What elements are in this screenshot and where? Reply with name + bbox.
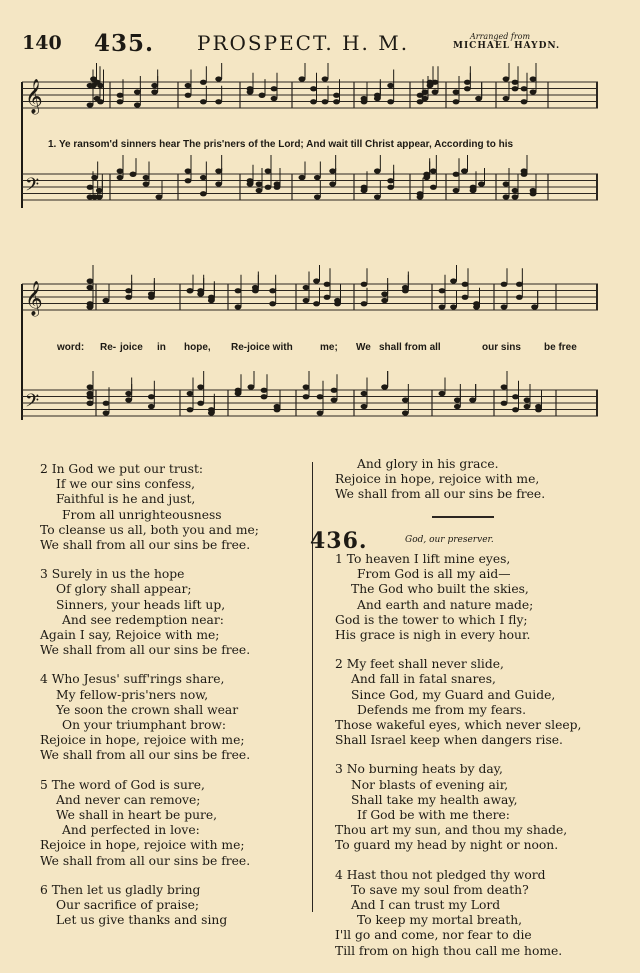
verse-line: And I can trust my Lord <box>351 898 501 913</box>
note-head <box>402 288 409 293</box>
note-head <box>248 384 255 389</box>
tune-title: PROSPECT. H. M. <box>197 31 410 55</box>
note-head <box>269 301 276 306</box>
note-head <box>521 86 528 91</box>
verse-line: And perfected in love: <box>62 823 200 838</box>
verse-line: We shall from all our sins be free. <box>40 748 251 763</box>
note-head <box>374 96 381 101</box>
note-head <box>235 304 242 309</box>
verse-6 <box>40 883 290 929</box>
verse-line: To keep my mortal breath, <box>357 913 523 928</box>
note-head <box>530 89 537 94</box>
note-head <box>387 178 394 183</box>
hymn-436-number: 436. <box>310 528 368 554</box>
note-head <box>151 89 158 94</box>
verse-3 <box>40 567 290 658</box>
note-head <box>185 93 192 98</box>
note-head <box>439 391 446 396</box>
note-head <box>333 99 340 104</box>
note-head <box>402 397 409 402</box>
note-head <box>143 175 150 180</box>
note-head <box>512 407 519 412</box>
note-head <box>187 407 194 412</box>
verse-line: To cleanse us all, both you and me; <box>40 522 259 537</box>
lyric-syllable: hope, <box>184 342 211 353</box>
verse-line: On your triumphant brow: <box>62 718 227 733</box>
note-head <box>256 188 263 193</box>
note-head <box>512 80 519 85</box>
verse-line: I'll go and come, nor fear to die <box>335 928 532 943</box>
note-head <box>381 298 388 303</box>
note-head <box>265 185 272 190</box>
verse-line: Till from on high thou call me home. <box>335 943 563 958</box>
verse-6-continued <box>335 457 605 503</box>
note-head <box>313 278 320 283</box>
verse-line: Of glory shall appear; <box>56 582 192 597</box>
note-head <box>97 83 104 88</box>
note-head <box>324 282 331 287</box>
verse-line: Our sacrifice of praise; <box>56 898 200 913</box>
lyric-syllable: in <box>157 342 166 353</box>
note-head <box>450 304 457 309</box>
note-head <box>117 93 124 98</box>
verse-line: 3 No burning heats by day, <box>335 762 503 777</box>
treble-clef-icon: 𝄞 <box>25 79 43 114</box>
note-head <box>87 401 94 406</box>
verse-line: My fellow-pris'ners now, <box>56 687 209 702</box>
note-head <box>299 175 306 180</box>
note-head <box>247 181 254 186</box>
note-head <box>439 304 446 309</box>
note-head <box>117 175 124 180</box>
note-head <box>96 188 103 193</box>
verse-line: Again I say, Rejoice with me; <box>40 628 220 643</box>
lyric-syllable: We <box>356 342 371 353</box>
note-head <box>247 89 254 94</box>
verse-line: 4 Who Jesus' suff'rings share, <box>40 672 225 687</box>
verse-line: Rejoice in hope, rejoice with me; <box>40 838 245 853</box>
note-head <box>432 89 439 94</box>
note-head <box>303 298 310 303</box>
note-head <box>274 404 281 409</box>
note-head <box>478 181 485 186</box>
treble-clef-icon: 𝄞 <box>25 281 43 316</box>
note-head <box>374 168 381 173</box>
verse-line: 2 My feet shall never slide, <box>335 657 504 672</box>
verse-line: From God is all my aid— <box>357 567 511 582</box>
note-head <box>361 188 368 193</box>
note-head <box>87 394 94 399</box>
note-head <box>361 99 368 104</box>
verse-line: 4 Hast thou not pledged thy word <box>335 867 546 882</box>
note-head <box>314 194 321 199</box>
composer-name: MICHAEL HAYDN. <box>453 41 561 51</box>
note-head <box>439 288 446 293</box>
verse-line: And see redemption near: <box>62 612 224 627</box>
verse-line: 2 In God we put our trust: <box>40 462 204 476</box>
verse-line: We shall from all our sins be free. <box>335 487 546 502</box>
note-head <box>422 96 429 101</box>
verse-line: God is the tower to which I fly; <box>335 612 528 627</box>
lyric-syllable: Re-joice with <box>231 342 293 353</box>
note-head <box>185 83 192 88</box>
note-head <box>215 168 222 173</box>
hymn-number: 435. <box>94 30 155 57</box>
note-head <box>530 188 537 193</box>
note-head <box>454 397 461 402</box>
note-head <box>303 285 310 290</box>
lyric-syllable: me; <box>320 342 338 353</box>
verse-line: And earth and nature made; <box>357 597 534 612</box>
note-head <box>317 410 324 415</box>
verse-line: To save my soul from death? <box>351 882 529 897</box>
note-head <box>87 102 94 107</box>
verse-line: From all unrighteousness <box>62 507 222 522</box>
verse-2 <box>335 657 605 748</box>
note-head <box>381 291 388 296</box>
note-head <box>148 291 155 296</box>
verse-line: 3 Surely in us the hope <box>40 567 185 582</box>
verse-line: Defends me from my fears. <box>357 702 526 717</box>
note-head <box>470 185 477 190</box>
lyric-syllable: be free <box>544 342 577 353</box>
note-head <box>524 397 531 402</box>
note-head <box>430 168 437 173</box>
note-head <box>103 298 110 303</box>
note-head <box>503 194 510 199</box>
lyric-syllable: our sins <box>482 342 521 353</box>
note-head <box>208 295 215 300</box>
verse-line: Rejoice in hope, rejoice with me; <box>40 733 245 748</box>
note-head <box>200 80 207 85</box>
verse-4 <box>40 672 290 763</box>
note-head <box>235 391 242 396</box>
note-head <box>453 89 460 94</box>
note-head <box>473 301 480 306</box>
note-head <box>197 401 204 406</box>
note-head <box>261 388 268 393</box>
verse-3 <box>335 762 605 853</box>
note-head <box>417 191 424 196</box>
note-head <box>125 288 132 293</box>
lyrics-line-1: 1. Ye ransom'd sinners hear The pris'ners of the Lord; And wait till Christ appear, According to his <box>48 139 514 150</box>
bass-clef-icon: 𝄢 <box>25 175 40 200</box>
note-head <box>432 80 439 85</box>
note-head <box>450 278 457 283</box>
note-head <box>200 99 207 104</box>
verse-line: Since God, my Guard and Guide, <box>351 687 556 702</box>
verse-line: To guard my head by night or noon. <box>335 838 559 853</box>
note-head <box>324 295 331 300</box>
note-head <box>130 172 137 177</box>
note-head <box>125 391 132 396</box>
note-head <box>361 404 368 409</box>
note-head <box>125 295 132 300</box>
verse-5 <box>40 778 290 869</box>
note-head <box>148 404 155 409</box>
verse-line: Rejoice in hope, rejoice with me, <box>335 472 540 487</box>
verse-line: Those wakeful eyes, which never sleep, <box>335 718 582 733</box>
note-head <box>361 282 368 287</box>
verse-line: The God who built the skies, <box>351 582 529 597</box>
note-head <box>430 185 437 190</box>
note-head <box>516 282 523 287</box>
bass-clef-icon: 𝄢 <box>25 391 40 416</box>
verse-line: Thou art my sun, and thou my shade, <box>335 823 568 838</box>
note-head <box>151 83 158 88</box>
verse-4 <box>335 868 605 959</box>
note-head <box>521 99 528 104</box>
note-head <box>299 76 306 81</box>
verse-line: 1 To heaven I lift mine eyes, <box>335 552 511 566</box>
note-head <box>259 93 266 98</box>
note-head <box>535 407 542 412</box>
verse-line: And glory in his grace. <box>357 457 499 471</box>
note-head <box>117 168 124 173</box>
note-head <box>215 181 222 186</box>
note-head <box>134 89 141 94</box>
note-head <box>461 168 468 173</box>
note-head <box>313 301 320 306</box>
verse-2 <box>40 462 290 553</box>
verse-line: Shall Israel keep when dangers rise. <box>335 733 563 748</box>
verse-line: And never can remove; <box>56 792 201 807</box>
note-head <box>269 288 276 293</box>
note-head <box>333 93 340 98</box>
verse-line: If God be with me there: <box>357 808 510 823</box>
note-head <box>464 86 471 91</box>
note-head <box>331 397 338 402</box>
note-head <box>91 175 98 180</box>
verse-line: We shall in heart be pure, <box>56 808 218 823</box>
note-head <box>381 384 388 389</box>
note-head <box>197 291 204 296</box>
note-head <box>265 168 272 173</box>
note-head <box>422 89 429 94</box>
note-head <box>501 401 508 406</box>
verse-line: His grace is nigh in every hour. <box>335 628 531 643</box>
note-head <box>103 410 110 415</box>
note-head <box>331 388 338 393</box>
note-head <box>252 288 259 293</box>
verse-line: And fall in fatal snares, <box>351 672 496 687</box>
note-head <box>303 394 310 399</box>
note-head <box>96 194 103 199</box>
note-head <box>200 191 207 196</box>
note-head <box>503 181 510 186</box>
verse-line: Nor blasts of evening air, <box>351 777 509 792</box>
note-head <box>87 384 94 389</box>
note-head <box>512 394 519 399</box>
note-head <box>501 384 508 389</box>
note-head <box>453 99 460 104</box>
note-head <box>87 185 94 190</box>
note-head <box>423 172 430 177</box>
arranged-label: Arranged from <box>470 32 531 41</box>
verse-line: If we our sins confess, <box>56 477 196 492</box>
note-head <box>87 285 94 290</box>
note-head <box>374 194 381 199</box>
note-head <box>453 188 460 193</box>
note-head <box>322 99 329 104</box>
verse-line: Sinners, your heads lift up, <box>56 597 226 612</box>
note-head <box>475 96 482 101</box>
note-head <box>261 394 268 399</box>
note-head <box>361 391 368 396</box>
note-head <box>208 407 215 412</box>
note-head <box>322 76 329 81</box>
note-head <box>97 99 104 104</box>
note-head <box>143 181 150 186</box>
lyric-syllable: Re- <box>100 342 117 353</box>
note-head <box>512 86 519 91</box>
note-head <box>87 301 94 306</box>
verse-line: We shall from all our sins be free. <box>40 538 251 553</box>
lyric-syllable: joice <box>120 342 143 353</box>
note-head <box>462 282 469 287</box>
section-rule <box>432 516 494 518</box>
note-head <box>503 76 510 81</box>
note-head <box>329 168 336 173</box>
note-head <box>469 397 476 402</box>
note-head <box>197 384 204 389</box>
note-head <box>531 304 538 309</box>
note-head <box>524 404 531 409</box>
verse-line: We shall from all our sins be free. <box>40 643 251 658</box>
note-head <box>125 397 132 402</box>
note-head <box>387 185 394 190</box>
note-head <box>103 401 110 406</box>
note-head <box>454 404 461 409</box>
lyric-syllable: shall from all <box>379 342 441 353</box>
note-head <box>156 194 163 199</box>
note-head <box>310 99 317 104</box>
note-head <box>310 86 317 91</box>
note-head <box>187 391 194 396</box>
note-head <box>256 181 263 186</box>
verse-line: Let us give thanks and sing <box>56 913 228 928</box>
note-head <box>453 172 460 177</box>
verse-line: We shall from all our sins be free. <box>40 853 251 868</box>
note-head <box>271 86 278 91</box>
hymn-435-verses <box>40 462 290 942</box>
note-head <box>329 181 336 186</box>
note-head <box>314 175 321 180</box>
note-head <box>87 278 94 283</box>
note-head <box>274 181 281 186</box>
page-number: 140 <box>22 32 62 54</box>
note-head <box>516 295 523 300</box>
note-head <box>530 76 537 81</box>
verse-line: Ye soon the crown shall wear <box>56 702 239 717</box>
note-head <box>501 304 508 309</box>
note-head <box>521 172 528 177</box>
verse-line: Shall take my health away, <box>351 792 518 807</box>
note-head <box>512 194 519 199</box>
note-head <box>303 384 310 389</box>
hymn-436-verses <box>335 552 605 973</box>
note-head <box>215 99 222 104</box>
note-head <box>117 99 124 104</box>
note-head <box>387 83 394 88</box>
note-head <box>235 288 242 293</box>
note-head <box>271 96 278 101</box>
note-head <box>503 96 510 101</box>
note-head <box>317 394 324 399</box>
verse-line: Faithful is he and just, <box>56 492 196 507</box>
note-head <box>148 394 155 399</box>
lyric-syllable: word: <box>57 342 85 353</box>
verse-line: 6 Then let us gladly bring <box>40 882 201 897</box>
note-head <box>464 80 471 85</box>
note-head <box>512 188 519 193</box>
note-head <box>462 295 469 300</box>
note-head <box>200 175 207 180</box>
note-head <box>361 301 368 306</box>
note-head <box>402 410 409 415</box>
note-head <box>387 99 394 104</box>
note-head <box>215 76 222 81</box>
note-head <box>501 282 508 287</box>
note-head <box>334 301 341 306</box>
note-head <box>185 168 192 173</box>
hymn-436-subtitle: God, our preserver. <box>405 535 494 545</box>
verse-line: 5 The word of God is sure, <box>40 777 205 792</box>
verse-1 <box>335 552 605 643</box>
note-head <box>134 102 141 107</box>
note-head <box>185 178 192 183</box>
note-head <box>187 288 194 293</box>
